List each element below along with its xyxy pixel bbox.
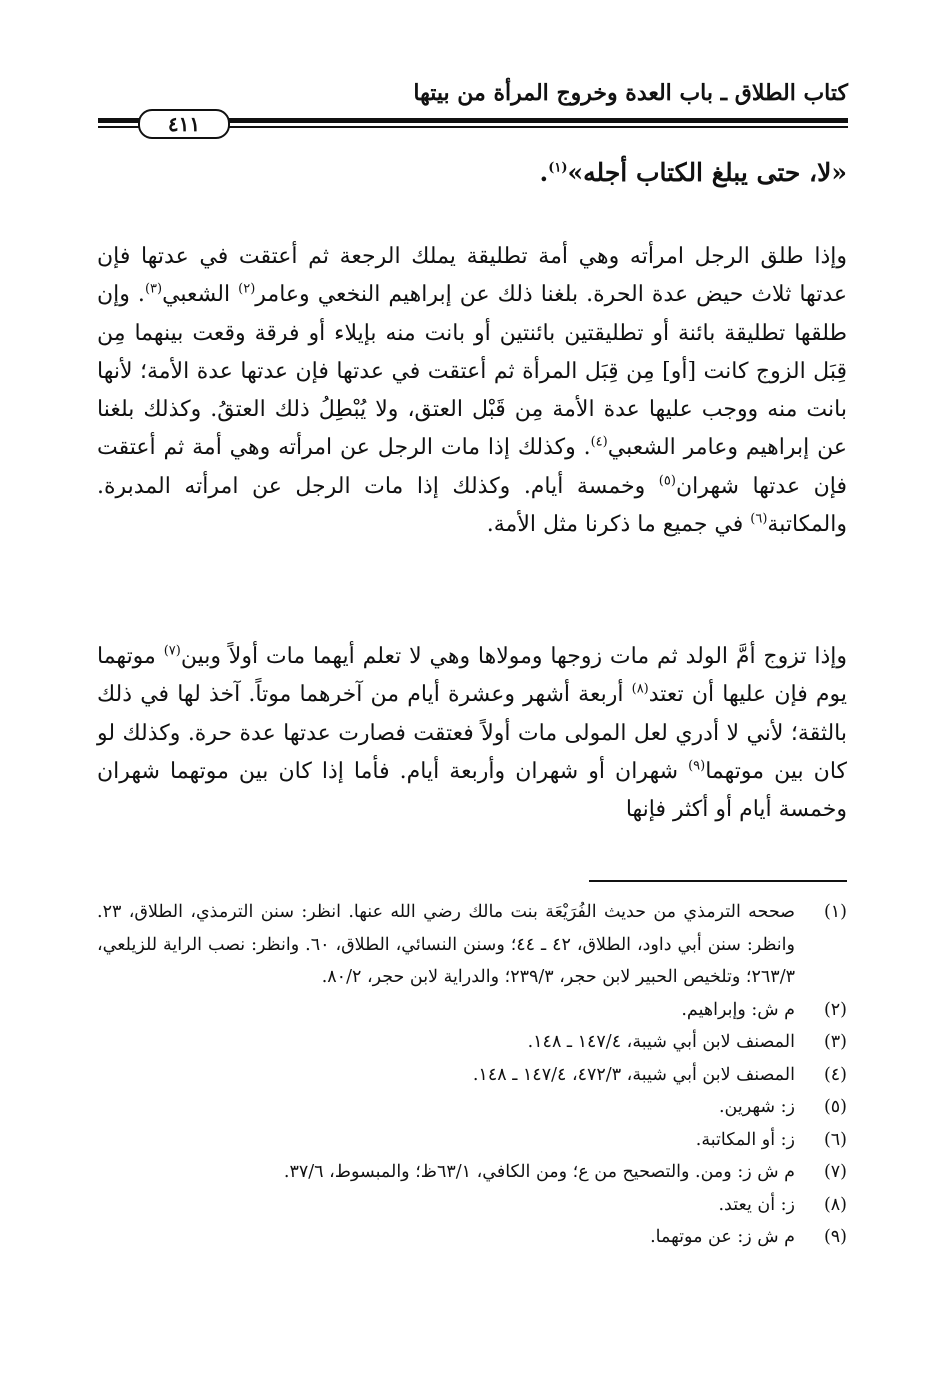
footnote-2 <box>97 994 847 1027</box>
footnote-text: م ش: وإبراهيم. <box>681 999 795 1020</box>
footnote-ref-6[interactable]: (٦) <box>750 511 768 527</box>
footnote-number: (١) <box>823 902 847 922</box>
footnote-separator <box>589 880 847 882</box>
footnote-ref-8[interactable]: (٨) <box>631 681 649 697</box>
lead-quote-end: . <box>539 158 549 187</box>
footnote-number: (٩) <box>823 1227 847 1247</box>
page-header <box>98 76 848 136</box>
paragraph-1-text: في جميع ما ذكرنا مثل الأمة. <box>486 512 751 538</box>
footnote-number: (٥) <box>823 1097 847 1117</box>
footnote-text: صححه الترمذي من حديث الفُرَيْعَة بنت مالك رضي الله عنها. انظر: سنن الترمذي، الطلاق، ٢٣. وانظر: سنن أبي داود، الطلاق، ٤٢ ـ ٤٤؛ وسنن النسائي، الطلاق، ٦٠. وانظر: نصب الراية للزيلعي، ٢٦٣/٣؛ وتلخيص الحبير لابن حجر، ٢٣٩/٣؛ والدراية لابن حجر، ٨٠/٢. <box>97 902 795 987</box>
footnote-7 <box>97 1156 847 1189</box>
footnote-number: (٧) <box>823 1162 847 1182</box>
footnote-8 <box>97 1189 847 1222</box>
running-title: كتاب الطلاق ـ باب العدة وخروج المرأة من بيتها <box>413 80 848 106</box>
paragraph-2-text: شهران أو شهران وأربعة أيام. فأما إذا كان بين موتهما شهران وخمسة أيام أو أكثر فإنها <box>97 758 847 823</box>
footnote-number: (٤) <box>823 1064 847 1085</box>
paragraph-2-text: وإذا تزوج أمَّ الولد ثم مات زوجها ومولاها وهي لا تعلم أيهما مات أولاً وبين <box>180 644 848 669</box>
footnote-text: ز: شهرين. <box>718 1097 795 1117</box>
paragraph-1-text: وخمسة أيام. وكذلك إذا مات الرجل عن امرأته المدبرة. والمكاتبة <box>97 473 847 538</box>
footnote-ref-3[interactable]: (٣) <box>144 281 163 297</box>
footnote-ref-7[interactable]: (٧) <box>163 643 181 659</box>
page-number: ٤١١ <box>138 109 230 139</box>
footnote-ref-5[interactable]: (٥) <box>658 473 676 489</box>
lead-quote <box>540 158 847 187</box>
paragraph-1-text: الشعبي <box>162 282 239 308</box>
footnote-5 <box>97 1091 847 1124</box>
footnote-text: م ش ز: عن موتهما. <box>650 1227 795 1247</box>
footnote-1 <box>97 896 847 994</box>
paragraph-1 <box>97 238 847 544</box>
lead-quote-text: «لا، حتى يبلغ الكتاب أجله» <box>567 158 847 187</box>
paragraph-2-text: أربعة أشهر وعشرة أيام من آخرهما موتاً. آخذ لها في ذلك بالثقة؛ لأني لا أدري لعل المولى مات أولاً فعتقت فصارت عدتها عدة حرة. وكذلك لو كان بين موتهما <box>97 682 847 784</box>
footnote-number: (٢) <box>823 999 847 1020</box>
footnote-6 <box>97 1124 847 1157</box>
footnote-4 <box>97 1059 847 1092</box>
paragraph-2-text: موتهما يوم فإن عليها أن تعتد <box>97 644 847 708</box>
paragraph-1-text: وإذا طلق الرجل امرأته وهي أمة تطليقة يملك الرجعة ثم أعتقت في عدتها فإن عدتها ثلاث حيض عدة الحرة. بلغنا ذلك عن إبراهيم النخعي وعامر <box>97 244 847 308</box>
footnote-text: المصنف لابن أبي شيبة، ١٤٧/٤ ـ ١٤٨. <box>527 1032 795 1052</box>
footnote-ref-1[interactable]: (١) <box>548 160 568 176</box>
footnote-number: (٣) <box>823 1032 847 1052</box>
footnote-number: (٨) <box>823 1194 847 1215</box>
footnote-ref-2[interactable]: (٢) <box>238 281 256 297</box>
paragraph-2 <box>97 638 847 829</box>
paragraph-1-text: . وكذلك إذا مات الرجل عن امرأته وهي أمة ثم أعتقت فإن عدتها شهران <box>97 435 847 499</box>
footnotes <box>97 896 847 1254</box>
footnote-text: م ش ز: ومن. والتصحيح من ع؛ ومن الكافي، ٦٣/١ظ؛ والمبسوط، ٣٧/٦. <box>283 1162 795 1182</box>
footnote-3 <box>97 1026 847 1059</box>
footnote-text: المصنف لابن أبي شيبة، ٤٧٢/٣، ١٤٧/٤ ـ ١٤٨. <box>472 1064 795 1085</box>
footnote-number: (٦) <box>823 1129 847 1150</box>
footnote-text: ز: أن يعتد. <box>718 1194 795 1215</box>
paragraph-1-text: . وإن طلقها تطليقة بائنة أو تطليقتين بائنتين أو بانت منه بإيلاء أو فرقة وقعت بينهما مِن قِبَل الزوج كانت [أو] مِن قِبَل المرأة ثم أعتقت في عدتها فإن عدتها عدة الأمة؛ لأنها بانت منه ووجب عليها عدة الأمة مِن قَبْل العتق، ولا يُبْطِلُ ذلك العتقُ. وكذلك بلغنا عن إبراهيم وعامر الشعبي <box>97 282 847 461</box>
footnote-9 <box>97 1221 847 1254</box>
footnote-ref-9[interactable]: (٩) <box>688 758 706 774</box>
footnote-text: ز: أو المكاتبة. <box>695 1129 795 1150</box>
footnote-ref-4[interactable]: (٤) <box>590 435 608 451</box>
